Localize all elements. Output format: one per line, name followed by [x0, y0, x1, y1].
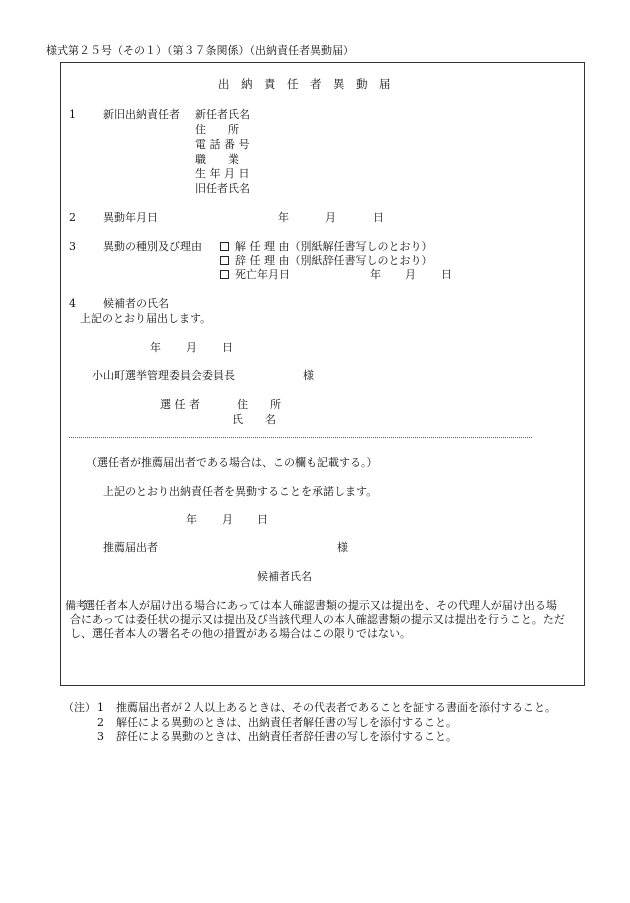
footnote-3-num: 3: [97, 730, 104, 743]
change-day: 日: [373, 211, 384, 224]
date1-day: 日: [222, 341, 233, 354]
footnote-2-num: 2: [97, 716, 104, 729]
form-title: 出 納 責 任 者 異 動 届: [218, 77, 391, 91]
change-month: 月: [325, 211, 336, 224]
form-header: 様式第２５号（その１）（第３７条関係）（出納責任者異動届）: [46, 44, 354, 57]
option-death-label: 死亡年月日: [235, 268, 290, 281]
checkbox-resignation[interactable]: [220, 256, 229, 265]
note-paren: （選任者が推薦届出者である場合は、この欄も記載する。）: [86, 456, 378, 469]
declaration-text: 上記のとおり届出します。: [80, 312, 212, 325]
checkbox-dismissal[interactable]: [220, 242, 229, 251]
recommender-honorific: 様: [337, 541, 348, 554]
option-dismissal-label: 解 任 理 由（別紙解任書写しのとおり）: [235, 240, 433, 253]
option-dismissal[interactable]: [220, 240, 433, 254]
recommender-label: 推薦届出者: [103, 541, 158, 554]
date2-month: 月: [222, 513, 233, 526]
section-4-number: 4: [69, 297, 76, 310]
section-4-label: 候補者の氏名: [103, 297, 169, 310]
section-1-number: 1: [69, 108, 76, 121]
field-new-name: 新任者氏名: [195, 108, 250, 121]
option-resignation[interactable]: [220, 254, 433, 268]
consent-text: 上記のとおり出納責任者を異動することを承諾します。: [103, 485, 378, 498]
addressee: 小山町選挙管理委員会委員長: [92, 369, 235, 382]
dotted-divider: [69, 437, 532, 438]
field-birthdate: 生 年 月 日: [195, 167, 250, 180]
candidate-name-label: 候補者氏名: [257, 570, 312, 583]
footnote-1-text: 推薦届出者が２人以上あるときは、その代表者であることを証する書面を添付すること。: [116, 701, 556, 714]
checkbox-death[interactable]: [220, 270, 229, 279]
footnote-1-num: 1: [97, 701, 104, 714]
section-2-label: 異動年月日: [103, 211, 158, 224]
date2-year: 年: [186, 513, 197, 526]
death-day: 日: [441, 268, 452, 281]
remarks-label: 備考: [65, 599, 87, 612]
field-phone: 電 話 番 号: [195, 138, 250, 151]
death-year: 年: [370, 268, 381, 281]
date1-month: 月: [186, 341, 197, 354]
option-resignation-label: 辞 任 理 由（別紙辞任書写しのとおり）: [235, 254, 433, 267]
date2-day: 日: [257, 513, 268, 526]
appointer-label: 選 任 者: [160, 398, 200, 411]
section-1-label: 新旧出納責任者: [103, 108, 180, 121]
remarks-text: [70, 599, 570, 641]
section-2-number: 2: [69, 211, 76, 224]
appointer-address: 住 所: [237, 398, 281, 411]
field-old-name: 旧任者氏名: [195, 182, 250, 195]
remarks-body: 選任者本人が届け出る場合にあっては本人確認書類の提示又は提出を、その代理人が届け出る場合にあっては委任状の提示又は提出及び当該代理人の本人確認書類の提示又は提出を行うこと。ただし、選任者本人の署名その他の措置がある場合はこの限りではない。: [70, 599, 565, 640]
option-death[interactable]: [220, 268, 290, 282]
footnote-2-text: 解任による異動のときは、出納責任者解任書の写しを添付すること。: [116, 716, 457, 729]
section-3-label: 異動の種別及び理由: [103, 240, 202, 253]
appointer-name: 氏 名: [232, 413, 276, 426]
footnote-3-text: 辞任による異動のときは、出納責任者辞任書の写しを添付すること。: [116, 730, 457, 743]
footnotes-label: （注）: [63, 701, 96, 714]
change-year: 年: [278, 211, 289, 224]
field-occupation: 職 業: [195, 153, 239, 166]
death-month: 月: [405, 268, 416, 281]
section-3-number: 3: [69, 240, 76, 253]
addressee-honorific: 様: [303, 369, 314, 382]
date1-year: 年: [150, 341, 161, 354]
field-address: 住 所: [195, 123, 239, 136]
